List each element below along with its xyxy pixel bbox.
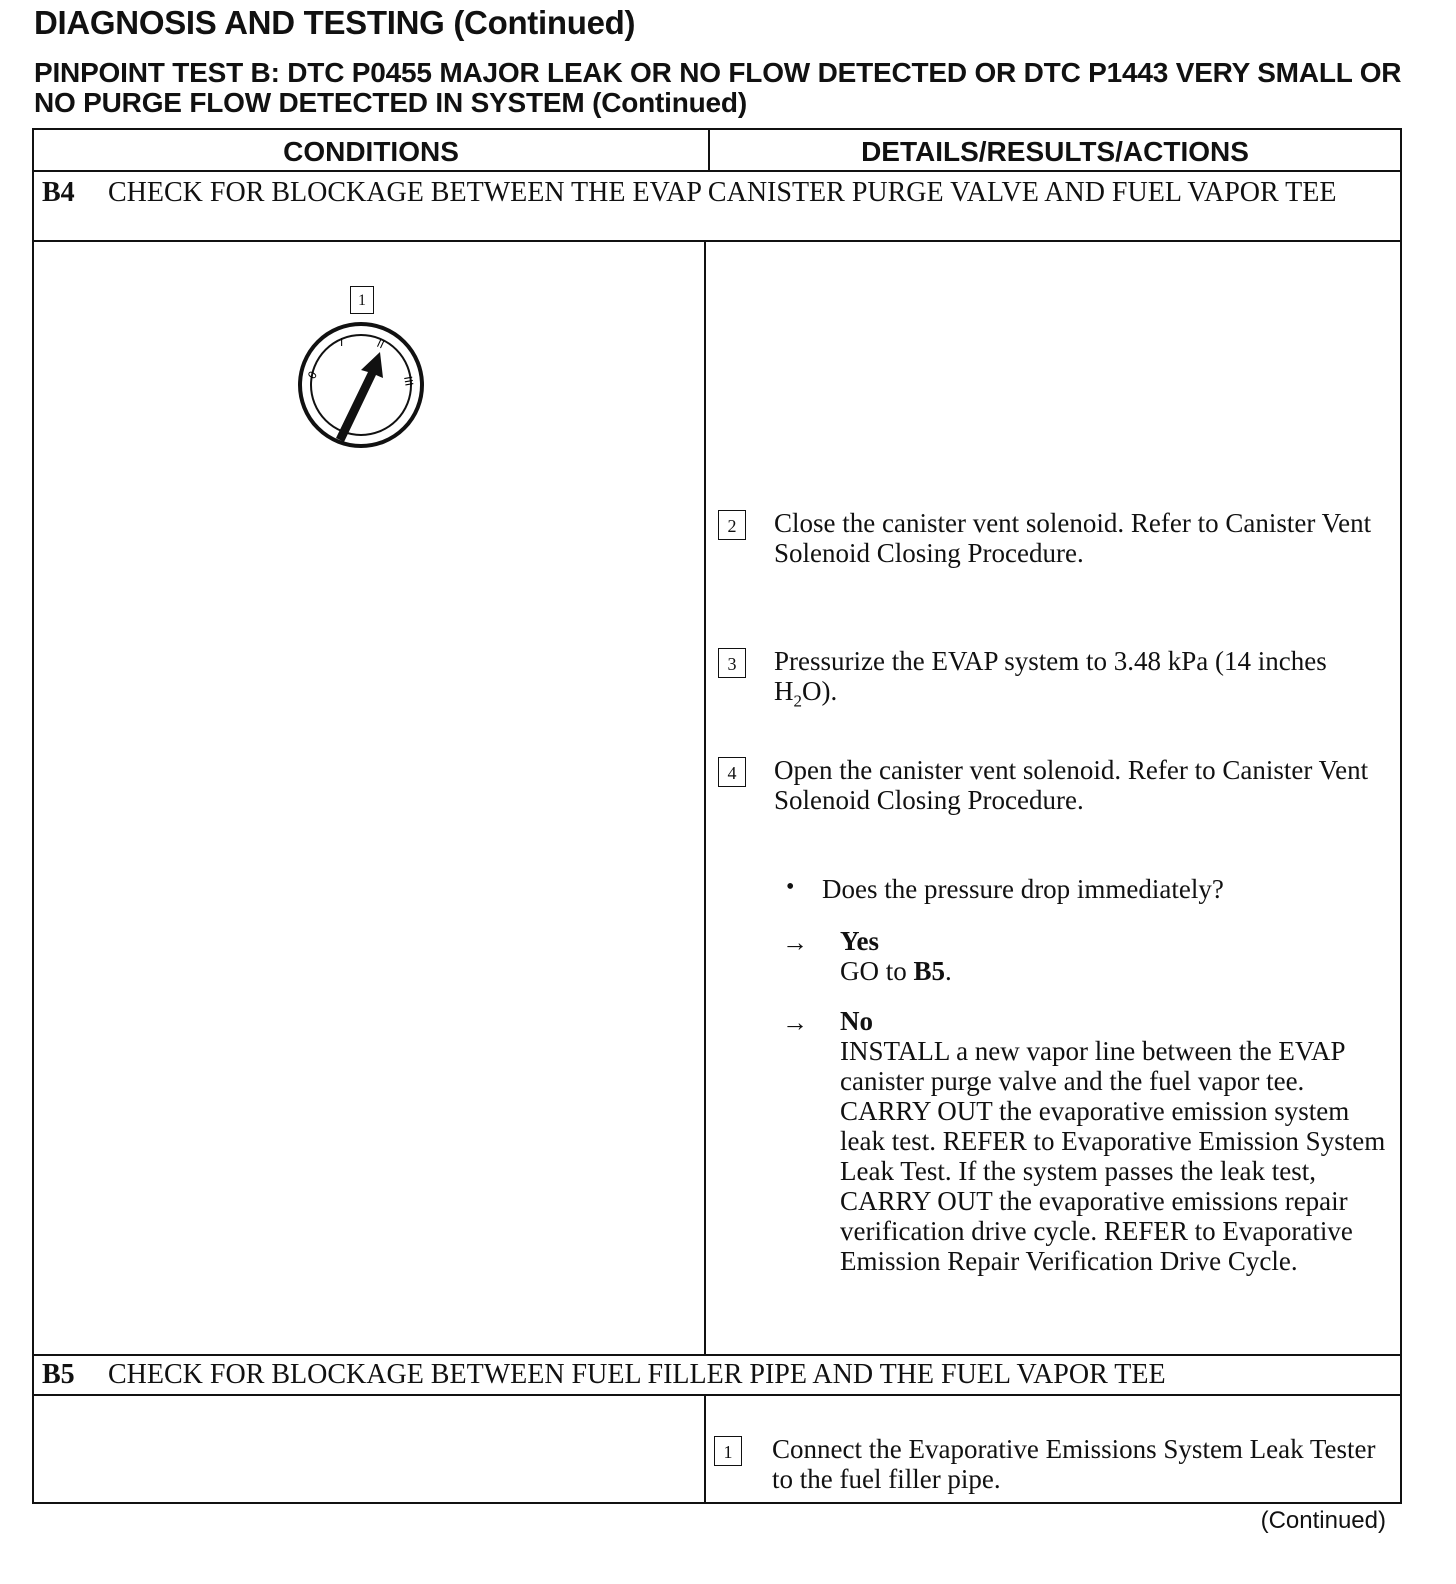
figure-callout: 1 xyxy=(350,286,374,314)
pinpoint-test-table xyxy=(32,128,1402,1504)
column-divider xyxy=(704,242,706,1354)
b4-step-title: CHECK FOR BLOCKAGE BETWEEN THE EVAP CANISTER PURGE VALVE AND FUEL VAPOR TEE xyxy=(108,177,1337,208)
step-number-box: 4 xyxy=(718,757,746,787)
page-title: DIAGNOSIS AND TESTING (Continued) xyxy=(34,4,636,41)
test-title: PINPOINT TEST B: DTC P0455 MAJOR LEAK OR NO FLOW DETECTED OR DTC P1443 VERY SMALL OR NO PURGE FLOW DETECTED IN SYSTEM (Continued) xyxy=(34,57,1402,118)
ignition-position-3: III xyxy=(401,375,416,388)
ignition-position-2: II xyxy=(374,336,387,352)
step-text: Pressurize the EVAP system to 3.48 kPa (14 inches H xyxy=(774,646,1327,706)
bullet-icon: • xyxy=(786,874,795,900)
step-number-box: 1 xyxy=(714,1436,742,1466)
step-text: O). xyxy=(802,676,838,706)
step-instruction: Connect the Evaporative Emissions System Leak Tester to the fuel filler pipe. xyxy=(772,1434,1376,1494)
header-divider xyxy=(708,130,710,170)
b5-step-title: CHECK FOR BLOCKAGE BETWEEN FUEL FILLER PIPE AND THE FUEL VAPOR TEE xyxy=(108,1359,1166,1390)
subscript-text: 2 xyxy=(793,691,802,711)
conditions-column-header: CONDITIONS xyxy=(283,136,459,167)
row-divider xyxy=(34,1394,1400,1396)
b4-step-code: B4 xyxy=(42,177,75,208)
ignition-switch-figure xyxy=(296,320,426,450)
b5-step-heading xyxy=(42,1360,1392,1394)
step-instruction xyxy=(774,646,1374,716)
yes-label: Yes xyxy=(840,926,879,956)
yes-action xyxy=(840,956,952,986)
b4-step-heading xyxy=(42,178,1392,240)
details-column-header: DETAILS/RESULTS/ACTIONS xyxy=(861,136,1249,167)
b5-step-code: B5 xyxy=(42,1359,75,1390)
arrow-icon: → xyxy=(782,928,808,957)
row-divider xyxy=(34,1354,1400,1356)
no-action: INSTALL a new vapor line between the EVAP canister purge valve and the fuel vapor tee. CARRY OUT the evaporative emission system leak test. REFER to Evaporative Emission System Leak Test. If the system passes the leak test, CARRY OUT the evaporative emissions repair verification drive cycle. REFER to Evaporative Emission Repair Verification Drive Cycle. xyxy=(840,1036,1386,1276)
ignition-position-1: I xyxy=(340,336,344,349)
ignition-key-pointer xyxy=(336,352,383,442)
step-instruction: Open the canister vent solenoid. Refer to Canister Vent Solenoid Closing Procedure. xyxy=(774,755,1369,815)
step-instruction: Close the canister vent solenoid. Refer to Canister Vent Solenoid Closing Procedure. xyxy=(774,508,1372,568)
action-text: . xyxy=(945,956,952,986)
action-text: GO to xyxy=(840,956,914,986)
step-number-box: 2 xyxy=(718,510,746,540)
row-divider xyxy=(34,170,1400,172)
goto-step-b5: B5 xyxy=(913,956,946,986)
ignition-inner-ring xyxy=(311,335,411,435)
arrow-icon: → xyxy=(782,1008,808,1037)
row-divider xyxy=(34,240,1400,242)
column-divider xyxy=(704,1396,706,1502)
ignition-position-off: 0 xyxy=(305,368,321,382)
step-number-box: 3 xyxy=(718,648,746,678)
test-question: Does the pressure drop immediately? xyxy=(822,874,1224,904)
continued-note: (Continued) xyxy=(1260,1507,1386,1534)
no-label: No xyxy=(840,1006,873,1036)
